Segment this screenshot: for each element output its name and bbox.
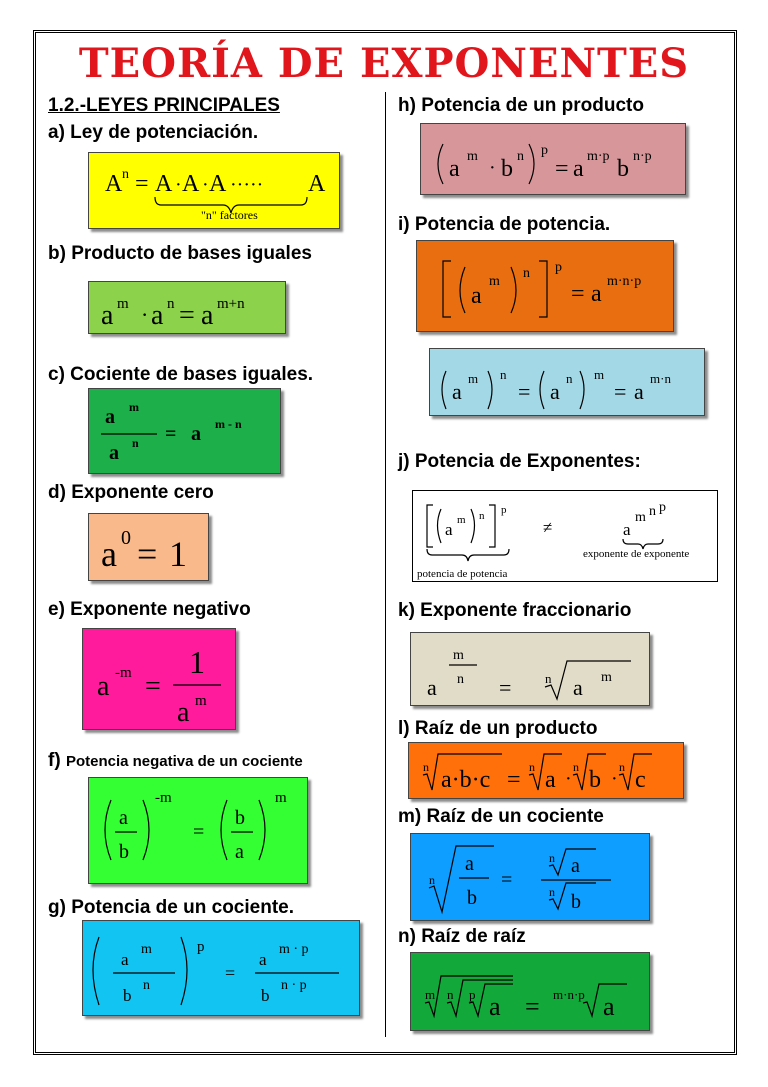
- svg-text:m·n·p: m·n·p: [553, 987, 585, 1002]
- not-equal: ≠: [543, 518, 553, 537]
- svg-text:m·n·p: m·n·p: [607, 274, 642, 289]
- svg-text:a: a: [177, 697, 190, 728]
- section-heading: 1.2.-LEYES PRINCIPALES: [48, 95, 280, 116]
- svg-text:·: ·: [202, 174, 209, 196]
- svg-text:n: n: [573, 760, 579, 774]
- svg-text:=: =: [507, 767, 521, 793]
- law-e-heading: e) Exponente negativo: [48, 599, 251, 620]
- svg-text:=: =: [499, 675, 512, 700]
- law-i-formula-2: [429, 348, 705, 416]
- equals: =: [135, 171, 149, 197]
- svg-text:m: m: [489, 274, 500, 289]
- svg-text:a: a: [634, 379, 644, 404]
- svg-text:a·b·c: a·b·c: [441, 767, 491, 793]
- svg-text:n: n: [479, 510, 485, 522]
- law-h-formula: [420, 123, 686, 195]
- svg-text:-m: -m: [115, 665, 132, 681]
- svg-text:a: a: [109, 442, 119, 464]
- svg-text:c: c: [635, 767, 646, 793]
- svg-text:p: p: [555, 260, 562, 275]
- svg-text:m+n: m+n: [217, 296, 245, 312]
- svg-text:n: n: [143, 978, 150, 993]
- svg-text:m: m: [594, 367, 605, 382]
- svg-text:m: m: [457, 514, 466, 526]
- svg-text:n: n: [529, 760, 535, 774]
- svg-text:a: a: [550, 379, 560, 404]
- svg-text:n: n: [523, 266, 530, 281]
- page-title: TEORÍA DE EXPONENTES: [78, 40, 690, 87]
- svg-text:1: 1: [189, 644, 205, 680]
- svg-text:a: a: [427, 675, 437, 700]
- svg-text:n · p: n · p: [281, 978, 307, 993]
- svg-text:=: =: [525, 992, 540, 1021]
- law-k-heading: k) Exponente fraccionario: [398, 600, 632, 621]
- svg-text:m: m: [425, 987, 436, 1002]
- svg-text:p: p: [541, 143, 548, 158]
- law-a-heading: a) Ley de potenciación.: [48, 122, 259, 143]
- svg-text:b: b: [617, 156, 629, 182]
- factor-A: A: [209, 171, 227, 197]
- svg-text:n: n: [447, 987, 454, 1002]
- law-i-formula-1: [416, 240, 674, 332]
- svg-text:=: =: [179, 300, 195, 331]
- svg-text:·: ·: [141, 302, 149, 327]
- law-n-formula: [410, 952, 650, 1031]
- svg-text:a: a: [101, 534, 117, 574]
- svg-text:m: m: [453, 648, 464, 663]
- svg-text:p: p: [469, 987, 476, 1002]
- svg-text:b: b: [123, 986, 132, 1005]
- svg-text:=: =: [501, 869, 513, 891]
- svg-text:m: m: [141, 942, 152, 957]
- factor-A: A: [155, 171, 173, 197]
- svg-text:a: a: [235, 841, 244, 863]
- svg-text:p: p: [659, 500, 666, 515]
- svg-text:=: =: [555, 156, 569, 182]
- svg-text:m·p: m·p: [587, 149, 610, 164]
- svg-text:·: ·: [611, 768, 618, 790]
- svg-text:m: m: [195, 693, 207, 709]
- svg-text:m: m: [117, 296, 129, 312]
- svg-text:m: m: [467, 149, 478, 164]
- law-g-formula: [82, 920, 360, 1016]
- svg-text:a: a: [445, 520, 453, 539]
- svg-text:m: m: [129, 400, 139, 414]
- law-g-heading: g) Potencia de un cociente.: [48, 897, 294, 918]
- svg-text:n: n: [619, 760, 625, 774]
- svg-text:n: n: [517, 149, 524, 164]
- svg-text:-m: -m: [155, 790, 172, 806]
- svg-text:n: n: [549, 851, 555, 865]
- svg-text:=: =: [137, 534, 158, 574]
- svg-text:n: n: [132, 436, 139, 450]
- svg-text:m: m: [635, 510, 646, 525]
- law-m-heading: m) Raíz de un cociente: [398, 806, 604, 827]
- svg-text:n: n: [167, 296, 175, 312]
- law-d-formula: [88, 513, 209, 581]
- svg-text:n: n: [429, 873, 435, 887]
- svg-text:n: n: [549, 885, 555, 899]
- law-c-heading: c) Cociente de bases iguales.: [48, 364, 314, 385]
- svg-text:a: a: [101, 300, 114, 331]
- svg-text:·: ·: [175, 174, 182, 196]
- svg-text:a: a: [105, 406, 115, 428]
- law-b-formula: [88, 281, 286, 334]
- svg-text:=: =: [571, 281, 585, 307]
- svg-text:p: p: [197, 939, 205, 955]
- svg-text:a: a: [97, 671, 110, 702]
- factor-A: A: [182, 171, 200, 197]
- svg-text:m: m: [275, 790, 287, 806]
- law-d-heading: d) Exponente cero: [48, 482, 214, 503]
- svg-text:n: n: [566, 371, 573, 386]
- svg-text:m · p: m · p: [279, 942, 309, 957]
- law-k-formula: [410, 632, 650, 706]
- svg-text:=: =: [145, 671, 161, 702]
- svg-text:p: p: [501, 504, 507, 516]
- svg-text:a: a: [591, 281, 602, 307]
- law-a-formula: [88, 152, 340, 229]
- law-j-formula: [412, 490, 718, 582]
- law-c-formula: [88, 388, 281, 474]
- law-n-heading: n) Raíz de raíz: [398, 926, 526, 947]
- svg-text:a: a: [191, 423, 201, 445]
- svg-text:a: a: [571, 855, 580, 877]
- svg-text:a: a: [623, 520, 631, 539]
- right-label: exponente de exponente: [583, 548, 690, 560]
- factor-A: A: [308, 171, 326, 197]
- law-i-heading: i) Potencia de potencia.: [398, 214, 611, 235]
- svg-text:=: =: [193, 821, 205, 843]
- svg-text:a: a: [573, 675, 583, 700]
- svg-text:=: =: [225, 963, 236, 983]
- svg-text:0: 0: [121, 527, 131, 549]
- svg-text:b: b: [235, 807, 245, 829]
- law-m-formula: [410, 833, 650, 921]
- svg-text:a: a: [121, 950, 129, 969]
- svg-text:a: a: [545, 767, 556, 793]
- svg-text:·: ·: [489, 157, 496, 179]
- svg-text:a: a: [119, 807, 128, 829]
- svg-text:n: n: [545, 671, 552, 686]
- svg-text:n: n: [457, 672, 464, 687]
- svg-text:1: 1: [169, 534, 187, 574]
- svg-text:n: n: [423, 760, 429, 774]
- law-h-heading: h) Potencia de un producto: [398, 95, 644, 116]
- svg-text:b: b: [571, 891, 581, 913]
- svg-text:b: b: [467, 887, 477, 909]
- law-f-heading: f) Potencia negativa de un cociente: [48, 750, 303, 771]
- svg-text:n·p: n·p: [633, 149, 652, 164]
- column-divider: [385, 92, 386, 1037]
- svg-text:=: =: [165, 423, 177, 445]
- law-e-formula: [82, 628, 236, 730]
- svg-text:a: a: [452, 379, 462, 404]
- svg-text:m·n: m·n: [650, 371, 671, 386]
- svg-text:a: a: [471, 283, 482, 309]
- factors-label: "n" factores: [201, 208, 258, 222]
- svg-text:m: m: [468, 371, 479, 386]
- svg-text:a: a: [603, 992, 615, 1021]
- ellipsis: ·····: [230, 174, 264, 196]
- svg-text:b: b: [119, 841, 129, 863]
- svg-text:n: n: [649, 504, 656, 519]
- law-l-heading: l) Raíz de un producto: [398, 718, 598, 739]
- svg-text:b: b: [589, 767, 601, 793]
- law-l-formula: [408, 742, 684, 799]
- svg-text:=: =: [518, 379, 531, 404]
- svg-text:a: a: [259, 950, 267, 969]
- svg-text:n: n: [500, 367, 507, 382]
- svg-text:b: b: [261, 986, 270, 1005]
- svg-text:a: a: [201, 300, 214, 331]
- exp-n: n: [122, 167, 129, 182]
- law-f-formula: [88, 777, 308, 884]
- base-A: A: [105, 171, 123, 197]
- svg-text:a: a: [573, 156, 584, 182]
- svg-text:a: a: [151, 300, 164, 331]
- svg-text:·: ·: [565, 768, 572, 790]
- law-b-heading: b) Producto de bases iguales: [48, 243, 312, 264]
- svg-text:m: m: [601, 670, 612, 685]
- svg-text:=: =: [614, 379, 627, 404]
- svg-text:a: a: [449, 156, 460, 182]
- left-label: potencia de potencia: [417, 568, 508, 580]
- svg-text:m - n: m - n: [215, 417, 242, 431]
- svg-text:a: a: [465, 853, 474, 875]
- law-j-heading: j) Potencia de Exponentes:: [398, 451, 641, 472]
- svg-text:b: b: [501, 156, 513, 182]
- svg-text:a: a: [489, 992, 501, 1021]
